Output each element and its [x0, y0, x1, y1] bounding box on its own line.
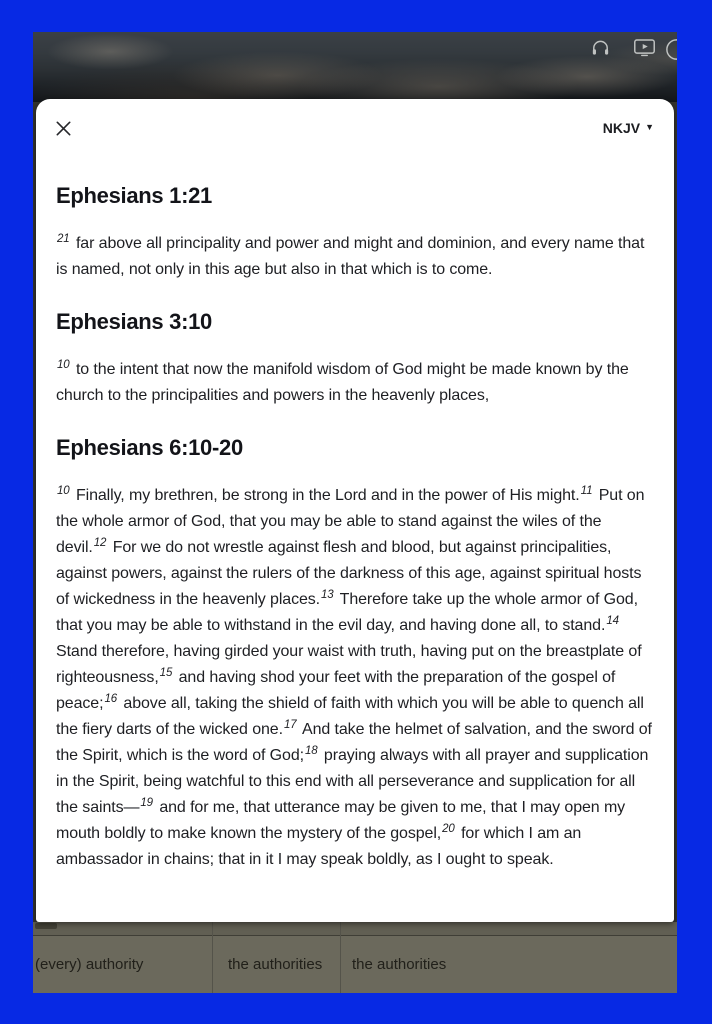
- table-column: [33, 922, 213, 993]
- table-row-clipped: [213, 922, 340, 936]
- verse-number: 10: [57, 358, 70, 371]
- passage-text: $^{10}$ to the intent that now the manifold wisdom of God might be made known by the church to the principalities and powers in the heavenly places,: [56, 358, 629, 404]
- app-window: [33, 32, 677, 993]
- verse-number: 21: [57, 232, 70, 245]
- passage-heading: Ephesians 1:21: [56, 183, 212, 208]
- passage-heading: Ephesians 6:10-20: [56, 435, 243, 460]
- verse-number: 10: [57, 484, 70, 497]
- version-selector[interactable]: [603, 120, 654, 136]
- header-banner-image: [33, 32, 677, 102]
- table-cell: the authorities: [213, 936, 340, 993]
- verse-modal: [36, 99, 674, 922]
- table-cell: (every) authority: [33, 936, 212, 993]
- modal-header: [56, 115, 654, 141]
- background-table: [33, 922, 677, 993]
- verse-number: 20: [442, 822, 455, 835]
- headphones-icon[interactable]: [590, 37, 611, 58]
- scripture-content: [56, 183, 654, 873]
- table-column: [341, 922, 677, 993]
- profile-icon[interactable]: [665, 38, 677, 61]
- verse-number: 14: [606, 614, 619, 627]
- passage-text: $^{10}$ Finally, my brethren, be strong in the Lord and in the power of His might.$^{11}$ Put on the whole armor of God, that you may be able to stand against the wiles of the devil.$^{12}$ For we do not wrestle against flesh and blood, but against principalities, against powers, against the rulers of the darkness of this age, against spiritual hosts of wickedness in the heavenly places.$^{13}$ Therefore take up the whole armor of God, that you may be able to withstand in the evil day, and having done all, to stand.$^{14}$ Stand therefore, having girded your waist with truth, having put on the breastplate of righteousness,$^{15}$ and having shod your feet with the preparation of the gospel of peace;$^{16}$ above all, taking the shield of faith with which you will be able to quench all the fiery darts of the wicked one.$^{17}$ And take the helmet of salvation, and the sword of the Spirit, which is the word of God;$^{18}$ praying always with all prayer and supplication in the Spirit, being watchful to this end with all perseverance and supplication for all the saints—$^{19}$ and for me, that utterance may be given to me, that I may open my mouth boldly to make known the mystery of the gospel,$^{20}$ for which I am an ambassador in chains; that in it I may speak boldly, as I ought to speak.: [56, 484, 652, 868]
- table-row-clipped: [33, 922, 212, 936]
- verse-number: 12: [93, 536, 107, 549]
- passage-heading: Ephesians 3:10: [56, 309, 212, 334]
- verse-number: 19: [140, 796, 153, 809]
- table-cell: the authorities: [341, 936, 677, 993]
- verse-number: 11: [580, 484, 593, 497]
- table-column: [213, 922, 341, 993]
- close-icon[interactable]: [54, 119, 73, 138]
- verse-number: 16: [104, 692, 118, 705]
- video-icon[interactable]: [633, 37, 656, 58]
- version-label: NKJV: [602, 120, 641, 136]
- chevron-down-icon: ▼: [645, 121, 654, 132]
- verse-number: 15: [159, 666, 173, 679]
- verse-number: 17: [283, 718, 297, 731]
- verse-number: 18: [304, 744, 318, 757]
- text-fragment: [35, 923, 57, 929]
- passage-text: $^{21}$ far above all principality and power and might and dominion, and every name that is named, not only in this age but also in that which is to come.: [56, 232, 645, 278]
- table-row-clipped: [341, 922, 677, 936]
- verse-number: 13: [321, 588, 334, 601]
